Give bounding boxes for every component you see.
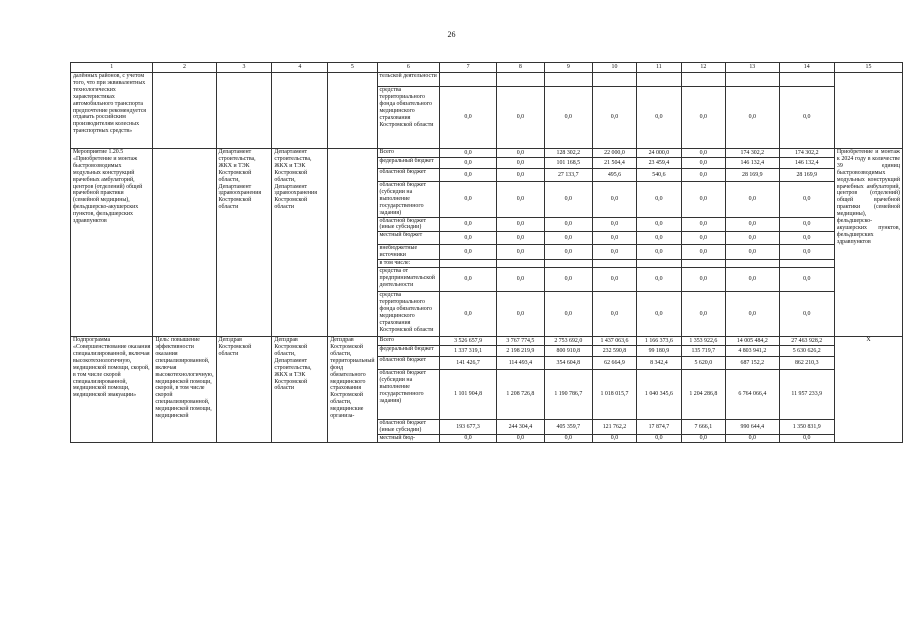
- column-number: 8: [496, 63, 544, 73]
- amount-cell: 146 132,4: [779, 158, 834, 169]
- amount-cell: 0,0: [726, 182, 780, 218]
- amount-cell: 0,0: [681, 158, 725, 169]
- funding-source: внебюджетные источники: [377, 245, 440, 260]
- cell-c5: [328, 149, 377, 337]
- amount-cell: 800 910,8: [544, 346, 592, 357]
- amount-cell: 0,0: [779, 245, 834, 260]
- amount-cell: [779, 73, 834, 87]
- amount-cell: 0,0: [496, 434, 544, 442]
- column-number: 6: [377, 63, 440, 73]
- amount-cell: 0,0: [779, 182, 834, 218]
- amount-cell: 0,0: [496, 268, 544, 292]
- amount-cell: 0,0: [592, 268, 636, 292]
- amount-cell: 1 350 831,9: [779, 420, 834, 435]
- amount-cell: 0,0: [440, 158, 497, 169]
- amount-cell: 0,0: [440, 217, 497, 232]
- amount-cell: 114 493,4: [496, 357, 544, 370]
- amount-cell: 0,0: [726, 245, 780, 260]
- financing-table: [70, 62, 903, 443]
- funding-source: тельской деятельности: [377, 73, 440, 87]
- amount-cell: 0,0: [496, 245, 544, 260]
- amount-cell: 174 302,2: [726, 149, 780, 158]
- amount-cell: 405 359,7: [544, 420, 592, 435]
- amount-cell: 0,0: [544, 268, 592, 292]
- table-row: [71, 149, 903, 158]
- funding-source: областной бюджет (субсидии на выполнение государственного задания): [377, 182, 440, 218]
- amount-cell: 0,0: [496, 149, 544, 158]
- amount-cell: 0,0: [592, 217, 636, 232]
- amount-cell: 0,0: [681, 245, 725, 260]
- amount-cell: 0,0: [544, 182, 592, 218]
- cell-c4: [272, 73, 328, 149]
- amount-cell: 11 957 233,9: [779, 370, 834, 420]
- column-number: 7: [440, 63, 497, 73]
- funding-source: областной бюджет: [377, 169, 440, 182]
- column-number: 1: [71, 63, 153, 73]
- amount-cell: 0,0: [779, 217, 834, 232]
- amount-cell: 0,0: [440, 268, 497, 292]
- cell-c5: Депздрав Костромской области, территориальный фонд обязательного медицинского страхования Костромской области, медицинские организа-: [328, 337, 377, 443]
- amount-cell: 0,0: [592, 182, 636, 218]
- funding-source: местный бюд-: [377, 434, 440, 442]
- funding-source: Всего: [377, 337, 440, 346]
- column-number: 4: [272, 63, 328, 73]
- amount-cell: 121 762,2: [592, 420, 636, 435]
- amount-cell: 0,0: [681, 217, 725, 232]
- column-number: 3: [216, 63, 272, 73]
- amount-cell: 0,0: [592, 434, 636, 442]
- amount-cell: 1 208 726,8: [496, 370, 544, 420]
- amount-cell: 2 753 692,0: [544, 337, 592, 346]
- amount-cell: 8 342,4: [637, 357, 681, 370]
- amount-cell: [544, 260, 592, 268]
- amount-cell: 0,0: [592, 292, 636, 337]
- amount-cell: 0,0: [681, 169, 725, 182]
- amount-cell: 0,0: [637, 434, 681, 442]
- cell-c4: Депздрав Костромской области, Департамент строительства, ЖКХ и ТЭК Костромской области: [272, 337, 328, 443]
- amount-cell: [681, 73, 725, 87]
- amount-cell: 0,0: [592, 245, 636, 260]
- cell-c5: [328, 73, 377, 149]
- amount-cell: [544, 73, 592, 87]
- amount-cell: 0,0: [726, 217, 780, 232]
- column-number: 9: [544, 63, 592, 73]
- amount-cell: 174 302,2: [779, 149, 834, 158]
- amount-cell: [592, 260, 636, 268]
- expected-result: [834, 73, 902, 149]
- amount-cell: [592, 73, 636, 87]
- funding-source: областной бюджет (иные субсидии): [377, 217, 440, 232]
- amount-cell: [440, 260, 497, 268]
- amount-cell: 1 190 786,7: [544, 370, 592, 420]
- funding-source: местный бюджет: [377, 232, 440, 245]
- column-number: 2: [153, 63, 216, 73]
- funding-source: Всего: [377, 149, 440, 158]
- table-row: [71, 73, 903, 87]
- amount-cell: 1 166 373,6: [637, 337, 681, 346]
- amount-cell: [726, 73, 780, 87]
- table-row: [71, 337, 903, 346]
- amount-cell: 0,0: [440, 169, 497, 182]
- amount-cell: 0,0: [496, 217, 544, 232]
- cell-c2: [153, 149, 216, 337]
- amount-cell: 0,0: [726, 87, 780, 149]
- amount-cell: 232 590,8: [592, 346, 636, 357]
- funding-source: в том числе:: [377, 260, 440, 268]
- amount-cell: 0,0: [440, 245, 497, 260]
- funding-source: средства территориального фонда обязательного медицинского страхования Костромской области: [377, 292, 440, 337]
- amount-cell: 687 152,2: [726, 357, 780, 370]
- amount-cell: 28 169,9: [779, 169, 834, 182]
- amount-cell: 0,0: [726, 434, 780, 442]
- amount-cell: 0,0: [681, 149, 725, 158]
- amount-cell: 5 620,0: [681, 357, 725, 370]
- funding-source: областной бюджет (субсидии на выполнение государственного задания): [377, 370, 440, 420]
- amount-cell: 862 210,3: [779, 357, 834, 370]
- amount-cell: 0,0: [496, 182, 544, 218]
- cell-c3: Департамент строительства, ЖКХ и ТЭК Костромской области, Департамент здравоохранения Костромской области: [216, 149, 272, 337]
- amount-cell: 1 337 319,1: [440, 346, 497, 357]
- amount-cell: 146 132,4: [726, 158, 780, 169]
- column-number-row: [71, 63, 903, 73]
- amount-cell: 0,0: [726, 268, 780, 292]
- amount-cell: 0,0: [779, 232, 834, 245]
- amount-cell: [726, 260, 780, 268]
- amount-cell: 21 504,4: [592, 158, 636, 169]
- amount-cell: [681, 260, 725, 268]
- amount-cell: 0,0: [592, 87, 636, 149]
- amount-cell: 3 526 657,9: [440, 337, 497, 346]
- amount-cell: 0,0: [726, 292, 780, 337]
- amount-cell: 0,0: [592, 232, 636, 245]
- amount-cell: 7 666,1: [681, 420, 725, 435]
- amount-cell: 1 040 345,6: [637, 370, 681, 420]
- amount-cell: [779, 260, 834, 268]
- amount-cell: 14 005 484,2: [726, 337, 780, 346]
- amount-cell: 0,0: [440, 149, 497, 158]
- cell-c2: Цель: повышение эффективности оказания специализированной, включая высокотехнологичную, медицинской помощи, скорой, в том числе скорой специализированной, медицинской помощи, медицинской: [153, 337, 216, 443]
- amount-cell: 1 101 904,8: [440, 370, 497, 420]
- amount-cell: 0,0: [496, 292, 544, 337]
- amount-cell: 0,0: [779, 87, 834, 149]
- amount-cell: 0,0: [496, 87, 544, 149]
- amount-cell: 24 000,0: [637, 149, 681, 158]
- amount-cell: 99 180,9: [637, 346, 681, 357]
- amount-cell: 0,0: [779, 434, 834, 442]
- amount-cell: 27 133,7: [544, 169, 592, 182]
- amount-cell: 0,0: [440, 182, 497, 218]
- amount-cell: 0,0: [726, 232, 780, 245]
- expected-result: Приобретение и монтаж к 2024 году в количестве 39 единиц быстровозводимых модульных конструкций врачебных амбулаторий, центров (отделений) общей врачебной практики (семейной медицины), фельдшерско-акушерских пунктов, фельдшерских здравпунктов: [834, 149, 902, 337]
- column-number: 12: [681, 63, 725, 73]
- cell-c2: [153, 73, 216, 149]
- amount-cell: 0,0: [681, 434, 725, 442]
- amount-cell: 2 198 219,9: [496, 346, 544, 357]
- cell-c3: [216, 73, 272, 149]
- amount-cell: 0,0: [779, 292, 834, 337]
- column-number: 10: [592, 63, 636, 73]
- amount-cell: [637, 260, 681, 268]
- amount-cell: 3 767 774,5: [496, 337, 544, 346]
- expected-result: X: [834, 337, 902, 443]
- amount-cell: 0,0: [544, 245, 592, 260]
- amount-cell: 0,0: [496, 169, 544, 182]
- funding-source: областной бюджет (иные субсидии): [377, 420, 440, 435]
- amount-cell: 23 459,4: [637, 158, 681, 169]
- amount-cell: 62 664,9: [592, 357, 636, 370]
- amount-cell: 990 644,4: [726, 420, 780, 435]
- amount-cell: 101 168,5: [544, 158, 592, 169]
- amount-cell: [496, 73, 544, 87]
- amount-cell: 0,0: [637, 87, 681, 149]
- cell-c3: Депздрав Костромской области: [216, 337, 272, 443]
- amount-cell: 0,0: [544, 232, 592, 245]
- amount-cell: 5 630 626,2: [779, 346, 834, 357]
- amount-cell: 4 803 941,2: [726, 346, 780, 357]
- column-number: 15: [834, 63, 902, 73]
- amount-cell: 0,0: [544, 217, 592, 232]
- amount-cell: 0,0: [637, 232, 681, 245]
- funding-source: федеральный бюджет: [377, 346, 440, 357]
- column-number: 13: [726, 63, 780, 73]
- amount-cell: 28 169,9: [726, 169, 780, 182]
- funding-source: областной бюджет: [377, 357, 440, 370]
- funding-source: средства территориального фонда обязательного медицинского страхования Костромской области: [377, 87, 440, 149]
- amount-cell: 0,0: [779, 268, 834, 292]
- amount-cell: 128 302,2: [544, 149, 592, 158]
- column-number: 5: [328, 63, 377, 73]
- amount-cell: 0,0: [440, 292, 497, 337]
- amount-cell: 22 000,0: [592, 149, 636, 158]
- amount-cell: 0,0: [681, 292, 725, 337]
- funding-source: средства от предпринимательской деятельности: [377, 268, 440, 292]
- amount-cell: 0,0: [496, 232, 544, 245]
- amount-cell: 0,0: [681, 232, 725, 245]
- amount-cell: 0,0: [637, 292, 681, 337]
- amount-cell: 6 764 066,4: [726, 370, 780, 420]
- amount-cell: 0,0: [440, 434, 497, 442]
- amount-cell: 354 604,8: [544, 357, 592, 370]
- amount-cell: 1 018 015,7: [592, 370, 636, 420]
- amount-cell: 1 353 922,6: [681, 337, 725, 346]
- amount-cell: [637, 73, 681, 87]
- amount-cell: 0,0: [637, 245, 681, 260]
- amount-cell: 244 304,4: [496, 420, 544, 435]
- amount-cell: 27 463 928,2: [779, 337, 834, 346]
- amount-cell: 0,0: [440, 232, 497, 245]
- funding-source: федеральный бюджет: [377, 158, 440, 169]
- amount-cell: 0,0: [544, 87, 592, 149]
- amount-cell: 141 426,7: [440, 357, 497, 370]
- amount-cell: [496, 260, 544, 268]
- amount-cell: 0,0: [544, 434, 592, 442]
- amount-cell: 1 437 063,6: [592, 337, 636, 346]
- cell-c1: Мероприятие 1.20.5 «Приобретение и монтаж быстровозводимых модульных конструкций врачебных амбулаторий, центров (отделений) общей врачебной практики (семейной медицины), фельдшерско-акушерских пунктов, фельдшерских здравпунктов: [71, 149, 153, 337]
- cell-c1: Подпрограмма «Совершенствование оказания специализированной, включая высокотехнологичную, медицинской помощи, скорой, в том числе скорой специализированной, медицинской помощи, медицинской эвакуации»: [71, 337, 153, 443]
- cell-c4: Департамент строительства, ЖКХ и ТЭК Костромской области, Департамент здравоохранения Костромской области: [272, 149, 328, 337]
- amount-cell: [440, 73, 497, 87]
- page-number: 26: [447, 30, 456, 39]
- amount-cell: 1 204 286,8: [681, 370, 725, 420]
- amount-cell: 495,6: [592, 169, 636, 182]
- amount-cell: 0,0: [544, 292, 592, 337]
- amount-cell: 0,0: [637, 217, 681, 232]
- column-number: 11: [637, 63, 681, 73]
- column-number: 14: [779, 63, 834, 73]
- cell-c1: далённых районов, с учетом того, что при эквивалентных технологических характеристиках автомобильного транспорта предпочтение рекомендуется отдавать российским производителям колесных транспортных средств»: [71, 73, 153, 149]
- amount-cell: 0,0: [440, 87, 497, 149]
- amount-cell: 0,0: [637, 182, 681, 218]
- amount-cell: 0,0: [637, 268, 681, 292]
- amount-cell: 193 677,3: [440, 420, 497, 435]
- amount-cell: 0,0: [496, 158, 544, 169]
- amount-cell: 0,0: [681, 268, 725, 292]
- amount-cell: 135 719,7: [681, 346, 725, 357]
- amount-cell: 540,6: [637, 169, 681, 182]
- amount-cell: 0,0: [681, 87, 725, 149]
- amount-cell: 0,0: [681, 182, 725, 218]
- amount-cell: 17 874,7: [637, 420, 681, 435]
